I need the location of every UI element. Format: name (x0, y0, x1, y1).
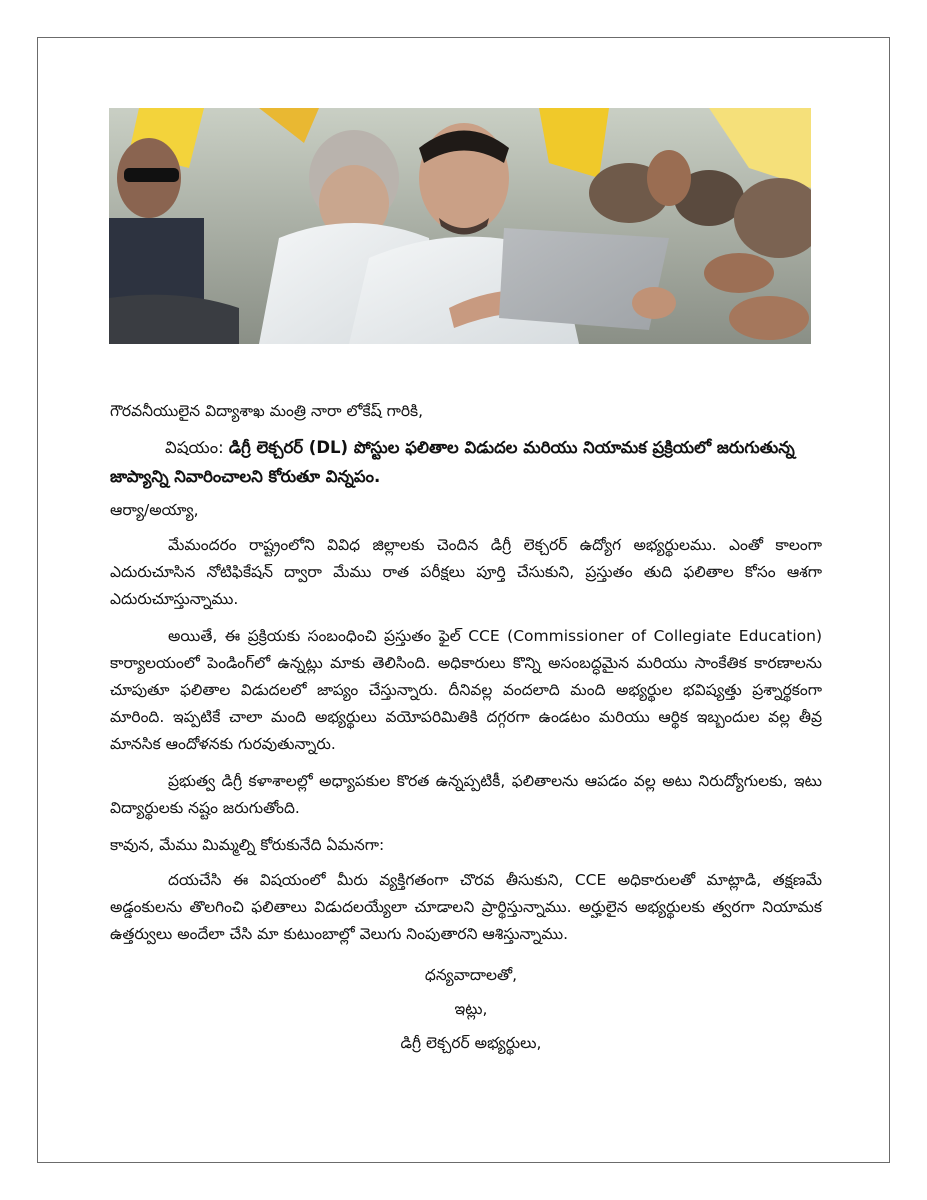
paragraph-shortage: ప్రభుత్వ డిగ్రీ కళాశాలల్లో అధ్యాపకుల కొరత ఉన్నప్పటికీ, ఫలితాలను ఆపడం వల్ల అటు నిరుద్యోగులకు, ఇటు విద్యార్థులకు నష్టం జరుగుతోంది. (110, 772, 822, 817)
letter-body (110, 398, 822, 1060)
header-photo (109, 108, 811, 344)
subject-label: విషయం: (165, 438, 229, 457)
request-paragraph: దయచేసి ఈ విషయంలో మీరు వ్యక్తిగతంగా చొరవ తీసుకుని, CCE అధికారులతో మాట్లాడి, తక్షణమే అడ్డంకులను తొలగించి ఫలితాలు విడుదలయ్యేలా చూడాలని ప్రార్థిస్తున్నాము. అర్హులైన అభ్యర్థులకు త్వరగా నియామక ఉత్తర్వులు అందేలా చేసి మా కుటుంబాల్లో వెలుగు నింపుతారని ఆశిస్తున్నాము. (110, 871, 822, 943)
request-intro: కావున, మేము మిమ్మల్ని కోరుకునేది ఏమనగా: (110, 836, 385, 854)
closing-yours: ఇట్లు, (454, 1000, 488, 1018)
closing-block (110, 958, 822, 1060)
greeting: ఆర్యా/అయ్యా, (110, 501, 199, 519)
closing-thanks: ధన్యవాదాలతో, (424, 966, 518, 984)
subject-line (110, 433, 822, 491)
closing-signature: డిగ్రీ లెక్చరర్ అభ్యర్థులు, (400, 1034, 542, 1052)
salutation: గౌరవనీయులైన విద్యాశాఖ మంత్రి నారా లోకేష్ గారికి, (110, 402, 424, 420)
paragraph-delay: అయితే, ఈ ప్రక్రియకు సంబంధించి ప్రస్తుతం ఫైల్ CCE (Commissioner of Collegiate Education) కార్యాలయంలో పెండింగ్‌లో ఉన్నట్లు మాకు తెలిసింది. అధికారులు కొన్ని అసంబద్ధమైన మరియు సాంకేతిక కారణాలను చూపుతూ ఫలితాల విడుదలలో జాప్యం చేస్తున్నారు. దీనివల్ల వందలాది మంది అభ్యర్థుల భవిష్యత్తు ప్రశ్నార్థకంగా మారింది. ఇప్పటికే చాలా మంది అభ్యర్థులు వయోపరిమితికి దగ్గరగా ఉండటం మరియు ఆర్థిక ఇబ్బందుల వల్ల తీవ్ర మానసిక ఆందోళనకు గురవుతున్నారు. (110, 627, 822, 753)
subject-text: డిగ్రీ లెక్చరర్ (DL) పోస్టుల ఫలితాల విడుదల మరియు నియామక ప్రక్రియలో జరుగుతున్న జాప్యాన్ని నివారించాలని కోరుతూ విన్నపం. (110, 438, 795, 486)
paragraph-intro: మేమందరం రాష్ట్రంలోని వివిధ జిల్లాలకు చెందిన డిగ్రీ లెక్చరర్ ఉద్యోగ అభ్యర్థులము. ఎంతో కాలంగా ఎదురుచూసిన నోటిఫికేషన్ ద్వారా మేము రాత పరీక్షలు పూర్తి చేసుకుని, ప్రస్తుతం తుది ఫలితాల కోసం ఆశగా ఎదురుచూస్తున్నాము. (110, 536, 822, 608)
